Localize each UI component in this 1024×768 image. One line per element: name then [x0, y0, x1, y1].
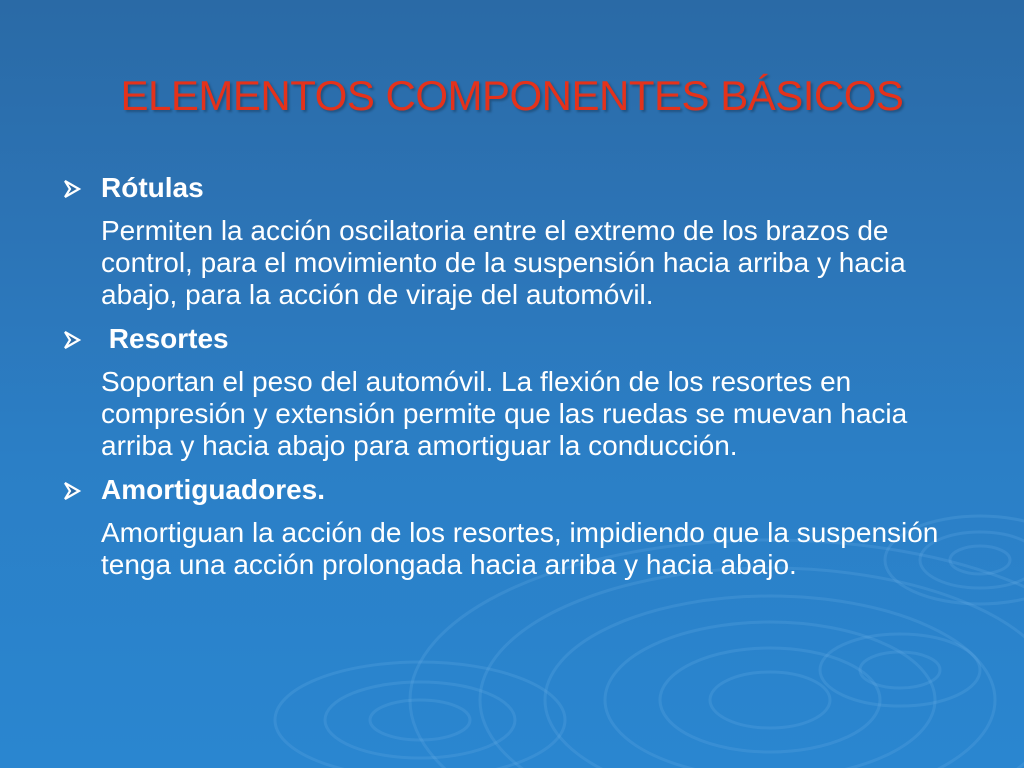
item-label: Amortiguadores.: [101, 474, 326, 505]
item-label: Rótulas: [101, 172, 204, 203]
list-item: [62, 168, 962, 319]
item-heading: [62, 319, 962, 359]
arrowhead-bullet-icon: [62, 179, 82, 199]
item-description: Soportan el peso del automóvil. La flexión de los resortes en compresión y extensión permite que las ruedas se muevan hacia arriba y hacia abajo para amortiguar la conducción.: [101, 366, 908, 461]
item-label: Resortes: [101, 323, 229, 354]
slide-title: ELEMENTOS COMPONENTES BÁSICOS: [120, 72, 904, 119]
list-item: [62, 319, 962, 470]
bullet-list: [62, 168, 962, 589]
item-heading: [62, 470, 962, 510]
item-heading: [62, 168, 962, 208]
item-description: Amortiguan la acción de los resortes, impidiendo que la suspensión tenga una acción prolongada hacia arriba y hacia abajo.: [101, 517, 939, 580]
arrowhead-bullet-icon: [62, 481, 82, 501]
list-item: [62, 470, 962, 589]
arrowhead-bullet-icon: [62, 330, 82, 350]
item-description: Permiten la acción oscilatoria entre el extremo de los brazos de control, para el movimiento de la suspensión hacia arriba y hacia abajo, para la acción de viraje del automóvil.: [101, 215, 906, 310]
